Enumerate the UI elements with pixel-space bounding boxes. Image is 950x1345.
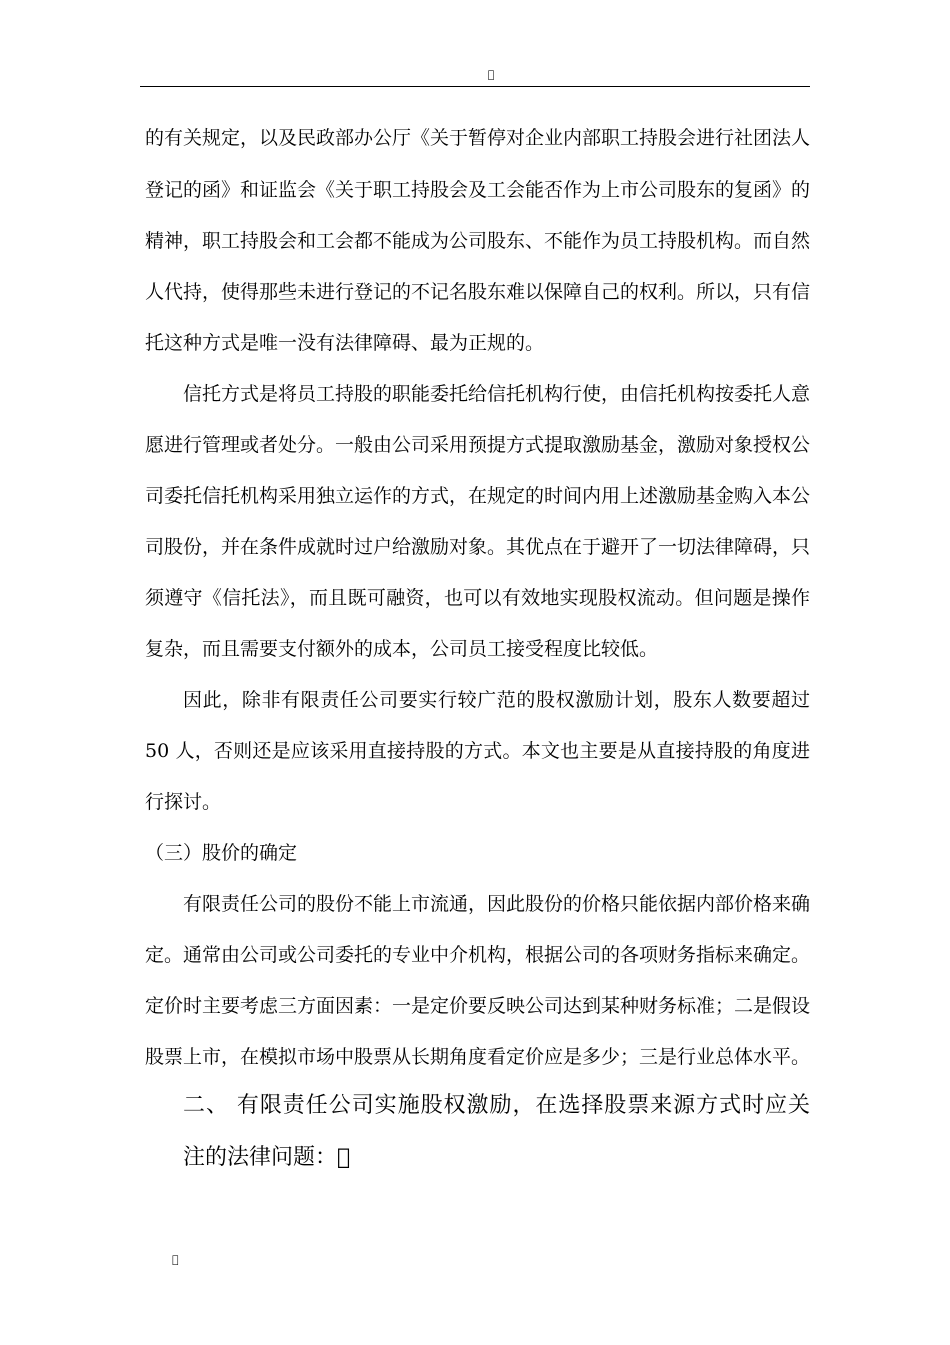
footer-mark [172, 1253, 179, 1267]
header-mark [487, 68, 495, 82]
body-text-line: 人代持，使得那些未进行登记的不记名股东难以保障自己的权利。所以，只有信 [145, 281, 811, 303]
body-text-line: 50 人，否则还是应该采用直接持股的方式。本文也主要是从直接持股的角度进 [145, 740, 810, 762]
body-text-line: 司委托信托机构采用独立运作的方式，在规定的时间内用上述激励基金购入本公 [145, 485, 811, 507]
body-text-line: 定价时主要考虑三方面因素：一是定价要反映公司达到某种财务标准；二是假设 [145, 995, 811, 1017]
body-text-line: 须遵守《信托法》，而且既可融资，也可以有效地实现股权流动。但问题是操作 [145, 587, 810, 609]
body-text-line: 愿进行管理或者处分。一般由公司采用预提方式提取激励基金，激励对象授权公 [145, 434, 811, 456]
body-text-line: 托这种方式是唯一没有法律障碍、最为正规的。 [145, 332, 545, 354]
body-text-line: 精神，职工持股会和工会都不能成为公司股东、不能作为员工持股机构。而自然 [145, 230, 811, 252]
body-text-line: 因此，除非有限责任公司要实行较广范的股权激励计划，股东人数要超过 [183, 689, 810, 711]
body-text-line: 登记的函》和证监会《关于职工持股会及工会能否作为上市公司股东的复函》的 [145, 179, 811, 201]
body-text-line: 信托方式是将员工持股的职能委托给信托机构行使，由信托机构按委托人意 [183, 383, 811, 405]
body-text-line: 股票上市，在模拟市场中股票从长期角度看定价应是多少；三是行业总体水平。 [145, 1046, 811, 1068]
subheading: （三）股价的确定 [145, 842, 298, 864]
body-text-line: 的有关规定，以及民政部办公厅《关于暂停对企业内部职工持股会进行社团法人 [145, 127, 811, 149]
header-rule [140, 86, 810, 87]
body-text-line: 复杂，而且需要支付额外的成本，公司员工接受程度比较低。 [145, 638, 659, 660]
body-text-line: 定。通常由公司或公司委托的专业中介机构，根据公司的各项财务指标来确定。 [145, 944, 811, 966]
section-heading-line: 注的法律问题： [183, 1145, 338, 1170]
body-text-line: 司股份，并在条件成就时过户给激励对象。其优点在于避开了一切法律障碍，只 [145, 536, 811, 558]
body-text-line: 行探讨。 [145, 791, 222, 813]
body-text-line: 有限责任公司的股份不能上市流通，因此股份的价格只能依据内部价格来确 [183, 893, 811, 915]
section-heading-line: 二、 有限责任公司实施股权激励，在选择股票来源方式时应关 [183, 1093, 810, 1118]
